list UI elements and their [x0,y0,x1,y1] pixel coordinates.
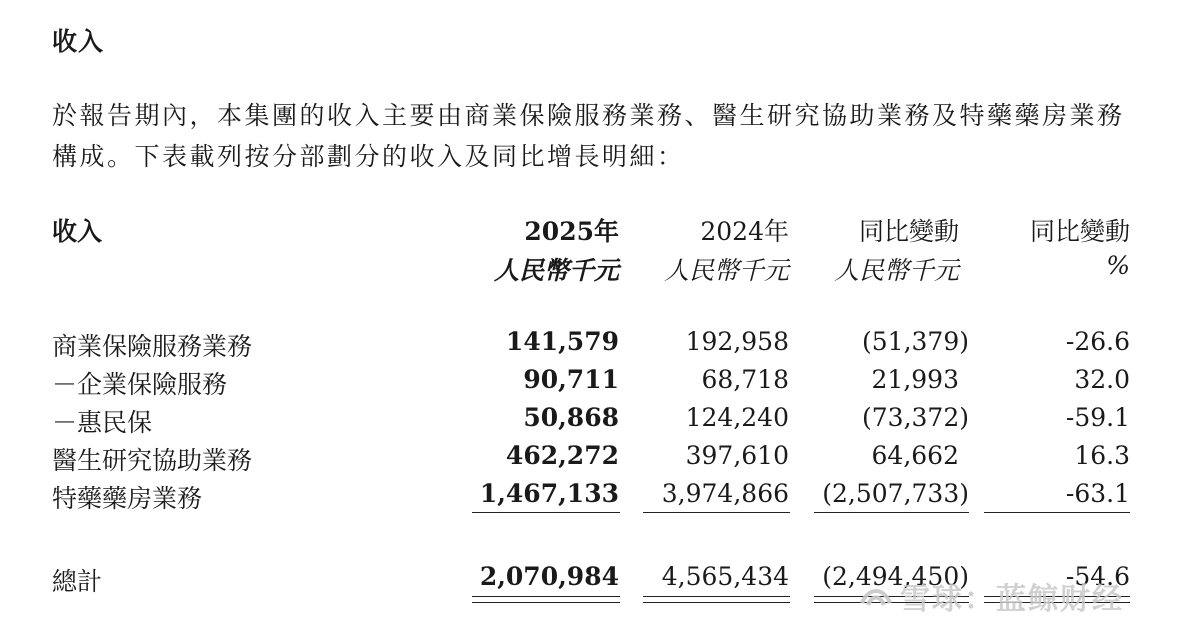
cell-pct: 32.0 [1074,365,1130,394]
total-double-rule [643,596,790,597]
cell-2024: 3,974,866 [661,479,789,508]
cell-pct: -63.1 [1065,479,1130,508]
cell-2025: 90,711 [523,365,619,394]
cell-change: (51,379) [862,327,969,356]
cell-2025: 462,272 [505,441,619,470]
cell-change: (73,372) [862,403,969,432]
total-change: (2,494,450) [822,562,969,591]
cell-2024: 192,958 [685,327,789,356]
col-unit-change: 人民幣千元 [833,256,959,285]
watermark [858,574,1124,618]
row-label: 醫生研究協助業務 [52,446,253,475]
row-label: 商業保險服務業務 [52,332,253,361]
col-unit-2024: 人民幣千元 [663,256,789,285]
cell-change: 64,662 [871,441,959,470]
col-header-pct: 同比變動 [1029,217,1130,246]
cell-2024: 68,718 [701,365,789,394]
cell-pct: -26.6 [1065,327,1130,356]
total-label: 總計 [52,567,103,596]
table-header-label: 收入 [52,217,103,246]
row-label: －企業保險服務 [52,370,228,399]
total-double-rule [472,596,620,597]
col-header-2025: 2025年 [524,217,619,246]
total-2025: 2,070,984 [479,562,619,591]
cell-pct: 16.3 [1074,441,1130,470]
cell-2024: 124,240 [685,403,789,432]
total-double-rule [472,602,620,603]
subtotal-rule [984,512,1130,513]
cell-2025: 50,868 [523,403,619,432]
cell-2024: 397,610 [685,441,789,470]
intro-paragraph: 於報告期內，本集團的收入主要由商業保險服務業務、醫生研究協助業務及特藥藥房業務構成。下表載列按分部劃分的收入及同比增長明細： [52,101,1125,171]
subtotal-rule [814,512,969,513]
total-double-rule [643,602,790,603]
col-header-2024: 2024年 [700,217,789,246]
cell-change: (2,507,733) [822,479,969,508]
watermark-text: 雪球：蓝鲸财经 [900,582,1124,617]
cell-pct: -59.1 [1065,403,1130,432]
col-unit-pct: % [1106,251,1130,280]
col-header-change: 同比變動 [858,217,959,246]
total-pct: -54.6 [1065,562,1130,591]
cell-2025: 1,467,133 [479,479,619,508]
snowball-logo-icon [858,581,894,611]
cell-2025: 141,579 [505,327,619,356]
cell-change: 21,993 [871,365,959,394]
row-label: 特藥藥房業務 [52,484,203,513]
subtotal-rule [643,512,790,513]
section-heading: 收入 [52,27,105,56]
subtotal-rule [472,512,620,513]
total-2024: 4,565,434 [661,562,789,591]
col-unit-2025: 人民幣千元 [493,256,619,285]
row-label: －惠民保 [52,408,153,437]
